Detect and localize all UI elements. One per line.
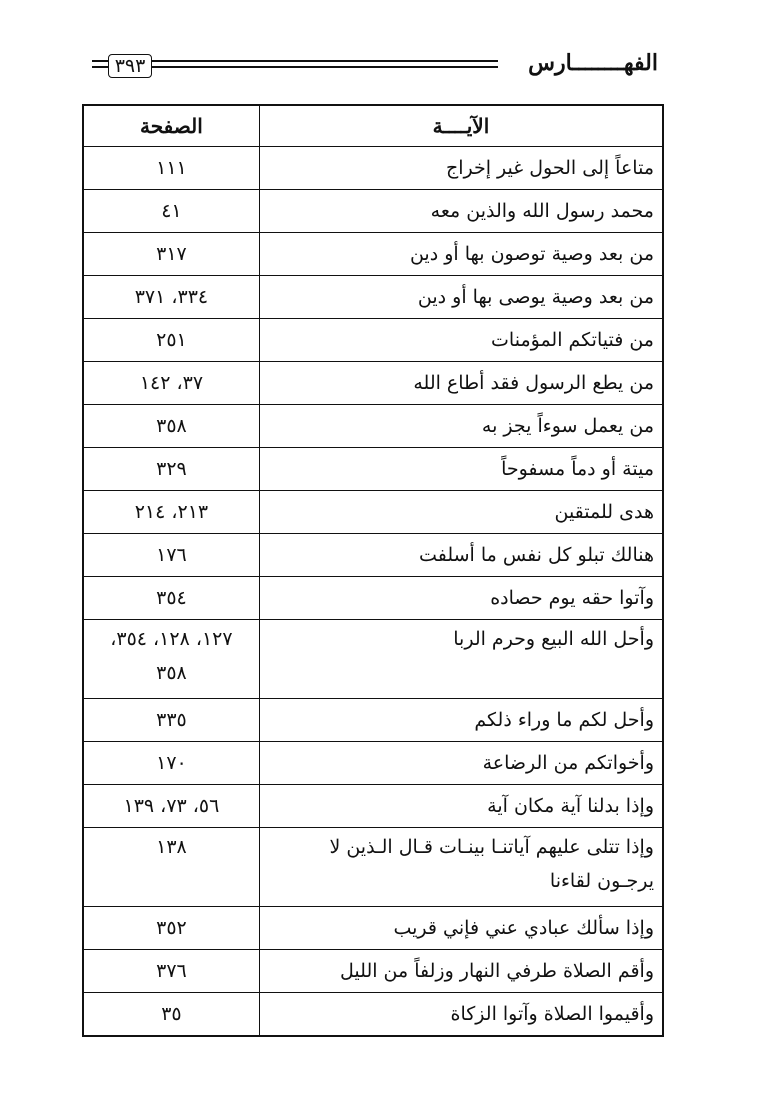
running-title: الفهــــــــارس — [528, 50, 658, 76]
pages-cell: ٣٥ — [83, 993, 259, 1037]
verse-cell: وإذا بدلنا آية مكان آية — [259, 785, 663, 828]
verse-cell: ميتة أو دماً مسفوحاً — [259, 448, 663, 491]
verse-cell: من بعد وصية يوصى بها أو دين — [259, 276, 663, 319]
pages-cell: ٢٥١ — [83, 319, 259, 362]
pages-cell: ٢١٣، ٢١٤ — [83, 491, 259, 534]
pages-cell: ٣٣٥ — [83, 699, 259, 742]
verse-cell: هدى للمتقين — [259, 491, 663, 534]
verse-cell: من يطع الرسول فقد أطاع الله — [259, 362, 663, 405]
table-row — [83, 448, 663, 491]
table-row — [83, 319, 663, 362]
table-row — [83, 950, 663, 993]
table-row — [83, 577, 663, 620]
pages-cell: ٤١ — [83, 190, 259, 233]
table-row — [83, 993, 663, 1037]
page-header — [88, 48, 662, 82]
verse-cell: محمد رسول الله والذين معه — [259, 190, 663, 233]
pages-cell: ٣٧، ١٤٢ — [83, 362, 259, 405]
verse-cell: وأخواتكم من الرضاعة — [259, 742, 663, 785]
pages-cell: ٥٦، ٧٣، ١٣٩ — [83, 785, 259, 828]
pages-cell: ٣٧٦ — [83, 950, 259, 993]
table-row — [83, 491, 663, 534]
table-row — [83, 147, 663, 190]
verse-cell: وإذا سألك عبادي عني فإني قريب — [259, 907, 663, 950]
verse-cell: وأقم الصلاة طرفي النهار وزلفاً من الليل — [259, 950, 663, 993]
pages-cell: ١٧٠ — [83, 742, 259, 785]
header-rule-bottom-right — [152, 66, 498, 68]
verse-cell: وأحل الله البيع وحرم الربا — [259, 620, 663, 699]
header-rule-top — [92, 60, 108, 62]
verse-cell: متاعاً إلى الحول غير إخراج — [259, 147, 663, 190]
header-rule-bottom — [92, 66, 108, 68]
pages-cell: ٣٥٢ — [83, 907, 259, 950]
table-row — [83, 828, 663, 907]
verse-cell: وأقيموا الصلاة وآتوا الزكاة — [259, 993, 663, 1037]
table-row — [83, 190, 663, 233]
verse-column-header: الآيــــة — [259, 105, 663, 147]
pages-cell: ١٢٧، ١٢٨، ٣٥٤، ٣٥٨ — [83, 620, 259, 699]
verse-index-table — [82, 104, 664, 1037]
table-row — [83, 405, 663, 448]
verse-cell: من فتياتكم المؤمنات — [259, 319, 663, 362]
table-row — [83, 699, 663, 742]
pages-cell: ٣١٧ — [83, 233, 259, 276]
verse-cell: وأحل لكم ما وراء ذلكم — [259, 699, 663, 742]
table-row — [83, 907, 663, 950]
table-row — [83, 785, 663, 828]
verse-cell: وإذا تتلى عليهم آياتنـا بينـات قـال الـذين لا يرجـون لقاءنا — [259, 828, 663, 907]
verse-cell: من بعد وصية توصون بها أو دين — [259, 233, 663, 276]
pages-cell: ٣٣٤، ٣٧١ — [83, 276, 259, 319]
table-row — [83, 742, 663, 785]
table-row — [83, 276, 663, 319]
table-row — [83, 620, 663, 699]
table-row — [83, 233, 663, 276]
verse-cell: من يعمل سوءاً يجز به — [259, 405, 663, 448]
table-header-row — [83, 105, 663, 147]
pages-cell: ١٣٨ — [83, 828, 259, 907]
page-number: ٣٩٣ — [108, 54, 152, 78]
pages-cell: ١٧٦ — [83, 534, 259, 577]
table-row — [83, 362, 663, 405]
pages-cell: ٣٥٤ — [83, 577, 259, 620]
pages-cell: ١١١ — [83, 147, 259, 190]
header-rule-top-right — [152, 60, 498, 62]
verse-cell: وآتوا حقه يوم حصاده — [259, 577, 663, 620]
pages-column-header: الصفحة — [83, 105, 259, 147]
pages-cell: ٣٥٨ — [83, 405, 259, 448]
pages-cell: ٣٢٩ — [83, 448, 259, 491]
verse-cell: هنالك تبلو كل نفس ما أسلفت — [259, 534, 663, 577]
table-row — [83, 534, 663, 577]
